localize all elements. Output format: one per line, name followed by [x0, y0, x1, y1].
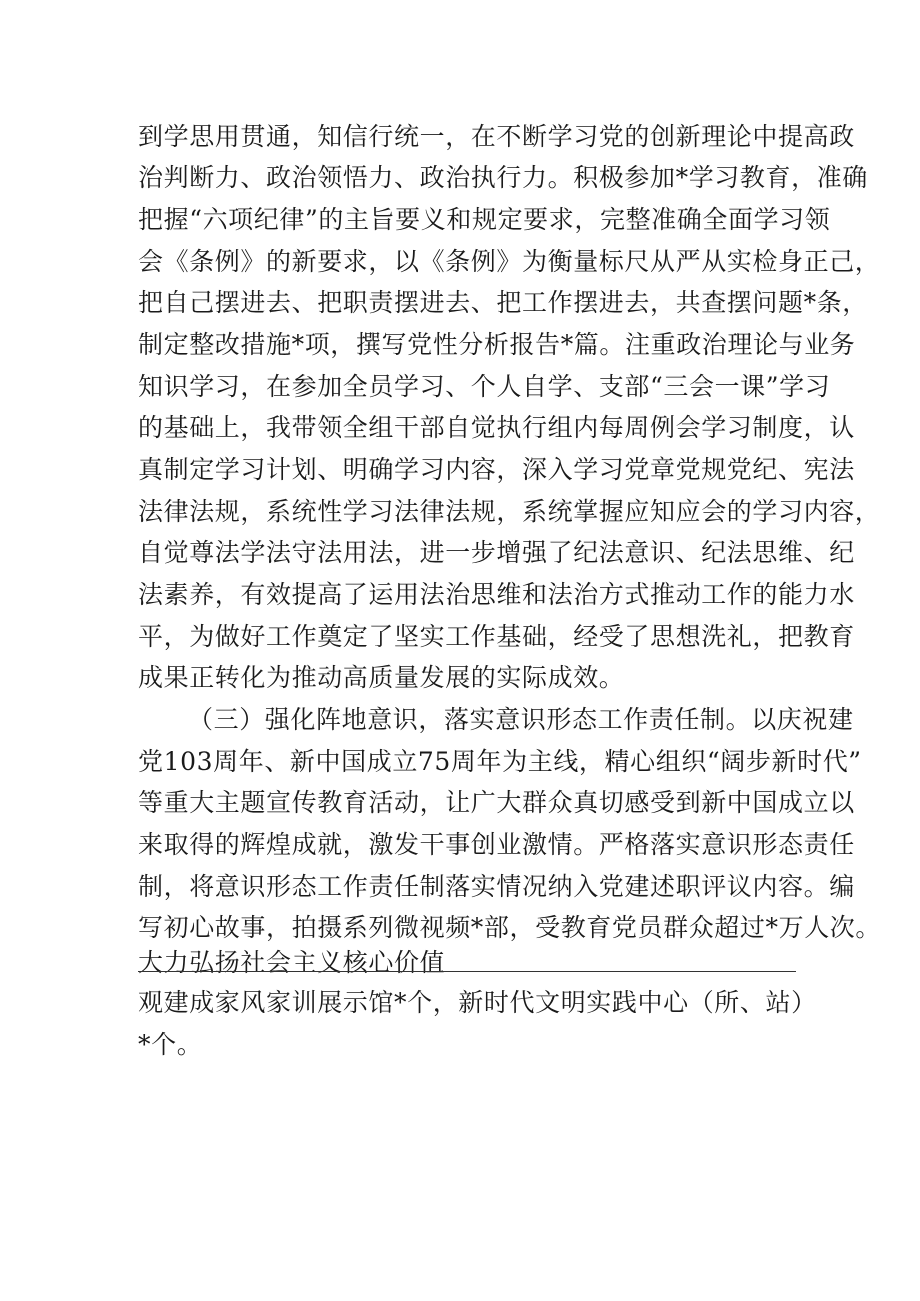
body-text-line: 的基础上，我带领全组干部自觉执行组内每周例会学习制度，认 [138, 413, 855, 442]
body-text-line: 写初心故事，拍摄系列微视频*部，受教育党员群众超过*万人次。 [138, 913, 882, 942]
paragraph-end-line: *个。 [138, 1030, 203, 1059]
body-text-line: 平，为做好工作奠定了坚实工作基础，经受了思想洗礼，把教育 [138, 622, 855, 651]
horizontal-divider [138, 971, 796, 972]
body-text-line: 等重大主题宣传教育活动，让广大群众真切感受到新中国成立以 [138, 788, 855, 817]
body-text-line: 真制定学习计划、明确学习内容，深入学习党章党规党纪、宪法 [138, 455, 855, 484]
body-text-line: 制定整改措施*项，撰写党性分析报告*篇。注重政治理论与业务 [138, 330, 856, 359]
section-heading-line: （三）强化阵地意识，落实意识形态工作责任制。以庆祝建 [188, 705, 854, 734]
body-text-line: 大力弘扬社会主义核心价值 [138, 948, 446, 977]
body-text-line: 会《条例》的新要求，以《条例》为衡量标尺从严从实检身正己， [138, 247, 881, 276]
body-text-line: 把握“六项纪律”的主旨要义和规定要求，完整准确全面学习领 [138, 205, 831, 234]
body-text-line: 自觉尊法学法守法用法，进一步增强了纪法意识、纪法思维、纪 [138, 538, 855, 567]
body-text-line: 知识学习，在参加全员学习、个人自学、支部“三会一课”学习 [138, 372, 831, 401]
body-text-line: 把自己摆进去、把职责摆进去、把工作摆进去，共查摆问题*条， [138, 288, 868, 317]
body-text-line: 法律法规，系统性学习法律法规，系统掌握应知应会的学习内容， [138, 497, 881, 526]
body-text-line: 制，将意识形态工作责任制落实情况纳入党建述职评议内容。编 [138, 872, 855, 901]
body-text-line: 观建成家风家训展示馆*个，新时代文明实践中心（所、站） [138, 988, 817, 1017]
body-text-line: 法素养，有效提高了运用法治思维和法治方式推动工作的能力水 [138, 580, 855, 609]
body-text-line: 到学思用贯通，知信行统一，在不断学习党的创新理论中提高政 [138, 122, 855, 151]
body-text-line: 来取得的辉煌成就，激发干事创业激情。严格落实意识形态责任 [138, 830, 855, 859]
body-text-line: 党103周年、新中国成立75周年为主线，精心组织“阔步新时代” [138, 747, 862, 776]
body-text-line: 治判断力、政治领悟力、政治执行力。积极参加*学习教育，准确 [138, 163, 868, 192]
paragraph-end-line: 成果正转化为推动高质量发展的实际成效。 [138, 663, 625, 692]
